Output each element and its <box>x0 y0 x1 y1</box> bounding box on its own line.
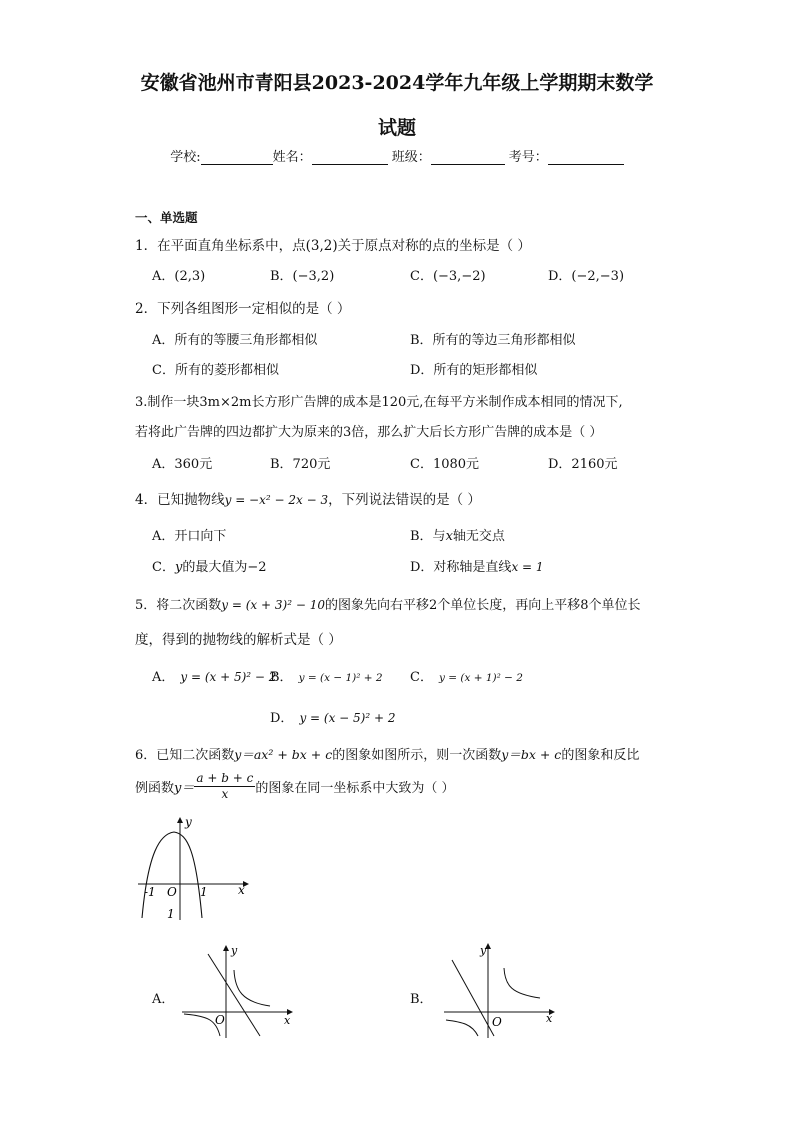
q6-line-1 <box>135 744 639 763</box>
option-b-y-label: y <box>480 944 487 957</box>
q5-line-1 <box>135 594 641 613</box>
q6-option-b-graph <box>440 940 560 1040</box>
fig-neg-one-label: -1 <box>144 885 156 899</box>
title-line-2: 试题 <box>377 117 416 139</box>
q5-option-d <box>270 707 395 726</box>
q1-option-d: D．(−2,−3) <box>548 269 625 284</box>
q5-option-b <box>270 666 383 685</box>
q2-option-d: D．所有的矩形都相似 <box>410 363 538 378</box>
q4-option-c-var: y <box>174 560 183 575</box>
fig-y-label: y <box>185 815 192 829</box>
option-a-origin: O <box>215 1013 225 1027</box>
option-a-y-label: y <box>231 944 238 957</box>
number-label: 考号： <box>508 150 548 165</box>
q2-stem: 2．下列各组图形一定相似的是（ ） <box>135 301 351 317</box>
q4-option-d <box>410 556 544 575</box>
q4-option-c-start: C． <box>152 560 175 575</box>
q5-option-a <box>152 666 276 685</box>
q5-option-b-label: B． <box>270 670 293 685</box>
q6-line-1-mid: 的图象如图所示，则一次函数 <box>332 748 502 763</box>
q2-option-a: A．所有的等腰三角形都相似 <box>152 333 318 348</box>
q5-expression: y = (x + 3)² − 10 <box>221 598 325 612</box>
q1-option-c: C．(−3,−2) <box>410 269 486 284</box>
q5-option-c-expr: y = (x + 1)² − 2 <box>438 672 523 684</box>
name-blank[interactable] <box>312 150 388 165</box>
q5-option-b-expr: y = (x − 1)² + 2 <box>298 672 383 684</box>
q4-option-c-end: 的最大值为−2 <box>182 560 267 575</box>
option-b-origin: O <box>492 1015 502 1029</box>
q6-fraction-denominator: x <box>221 787 229 801</box>
option-b-hyperbola-lower <box>446 1020 478 1036</box>
q3-option-b: B．720元 <box>270 457 331 472</box>
q4-option-c <box>152 556 266 575</box>
q4-expression: y = −x² − 2x − 3 <box>224 493 329 507</box>
number-blank[interactable] <box>548 150 624 165</box>
q5-option-d-label: D． <box>270 711 294 726</box>
option-a-hyperbola-upper <box>234 970 270 1006</box>
q6-option-a-label: A． <box>152 992 175 1007</box>
q6-quadratic-expr: y＝ax² + bx + c <box>234 747 333 762</box>
q5-line-1-end: 的图象先向右平移2个单位长度，再向上平移8个单位长 <box>324 598 641 613</box>
q4-option-b <box>410 525 505 544</box>
q5-option-c <box>410 666 523 685</box>
q6-linear-expr: y＝bx + c <box>501 747 562 762</box>
q6-line-1-start: 6．已知二次函数 <box>135 748 235 763</box>
fig-origin-label: O <box>167 885 177 899</box>
q3-option-c: C．1080元 <box>410 457 480 472</box>
q6-line-2-start: 例函数 <box>135 781 175 796</box>
q4-stem-end: ，下列说法错误的是（ ） <box>328 492 481 508</box>
q3-option-d: D．2160元 <box>548 457 618 472</box>
class-blank[interactable] <box>431 150 505 165</box>
q4-option-d-expr: x = 1 <box>511 560 544 574</box>
q5-option-c-label: C． <box>410 670 433 685</box>
q5-line-1-start: 5．将二次函数 <box>135 598 222 613</box>
q3-line-2: 若将此广告牌的四边都扩大为原来的3倍，那么扩大后长方形广告牌的成本是（ ） <box>135 425 603 440</box>
q4-stem <box>135 488 481 508</box>
q5-line-2: 度，得到的抛物线的解析式是（ ） <box>135 632 342 648</box>
q4-option-d-start: D．对称轴是直线 <box>410 560 512 575</box>
q5-option-d-expr: y = (x − 5)² + 2 <box>299 711 396 725</box>
q4-option-b-var: x <box>445 529 453 544</box>
q6-line-2 <box>135 771 454 802</box>
school-blank[interactable] <box>201 150 273 165</box>
q3-option-a: A．360元 <box>152 457 213 472</box>
fig-one-label: 1 <box>200 885 208 899</box>
q1-option-a: A．(2,3) <box>152 269 206 284</box>
school-label: 学校: <box>170 150 201 165</box>
q5-option-a-expr: y = (x + 5)² − 2 <box>180 670 277 684</box>
name-label: 姓名： <box>272 150 312 165</box>
q4-option-a: A．开口向下 <box>152 529 227 544</box>
title-line-1: 安徽省池州市青阳县2023-2024学年九年级上学期期末数学 <box>140 72 654 94</box>
q3-line-1: 3.制作一块3m×2m长方形广告牌的成本是120元,在每平方米制作成本相同的情况下, <box>135 395 623 410</box>
q6-parabola-figure <box>130 812 255 922</box>
fig-x-label: x <box>238 883 245 897</box>
q2-option-c: C．所有的菱形都相似 <box>152 363 279 378</box>
q2-option-b: B．所有的等边三角形都相似 <box>410 333 576 348</box>
parabola-curve <box>142 832 202 918</box>
q6-option-a-graph <box>178 940 298 1040</box>
q6-y-equals: y＝ <box>174 781 195 796</box>
q4-option-b-start: B．与 <box>410 529 446 544</box>
option-b-x-label: x <box>546 1012 553 1025</box>
section-heading: 一、单选题 <box>135 210 198 225</box>
option-b-hyperbola-upper <box>504 968 540 998</box>
student-info <box>0 146 794 165</box>
q4-stem-start: 4．已知抛物线 <box>135 492 225 508</box>
q5-option-a-label: A． <box>152 670 175 685</box>
q1-option-b: B．(−3,2) <box>270 269 335 284</box>
q6-fraction <box>194 771 255 802</box>
q6-option-b-label: B． <box>410 992 433 1007</box>
q6-line-1-end: 的图象和反比 <box>561 748 640 763</box>
option-a-x-label: x <box>284 1014 291 1027</box>
q6-line-2-end: 的图象在同一坐标系中大致为（ ） <box>255 781 455 796</box>
q6-fraction-numerator: a + b + c <box>196 771 254 785</box>
q1-stem: 1．在平面直角坐标系中，点(3,2)关于原点对称的点的坐标是（ ） <box>135 238 531 254</box>
q4-option-b-end: 轴无交点 <box>452 529 505 544</box>
class-label: 班级： <box>391 150 431 165</box>
fig-one-below-label: 1 <box>167 907 175 921</box>
